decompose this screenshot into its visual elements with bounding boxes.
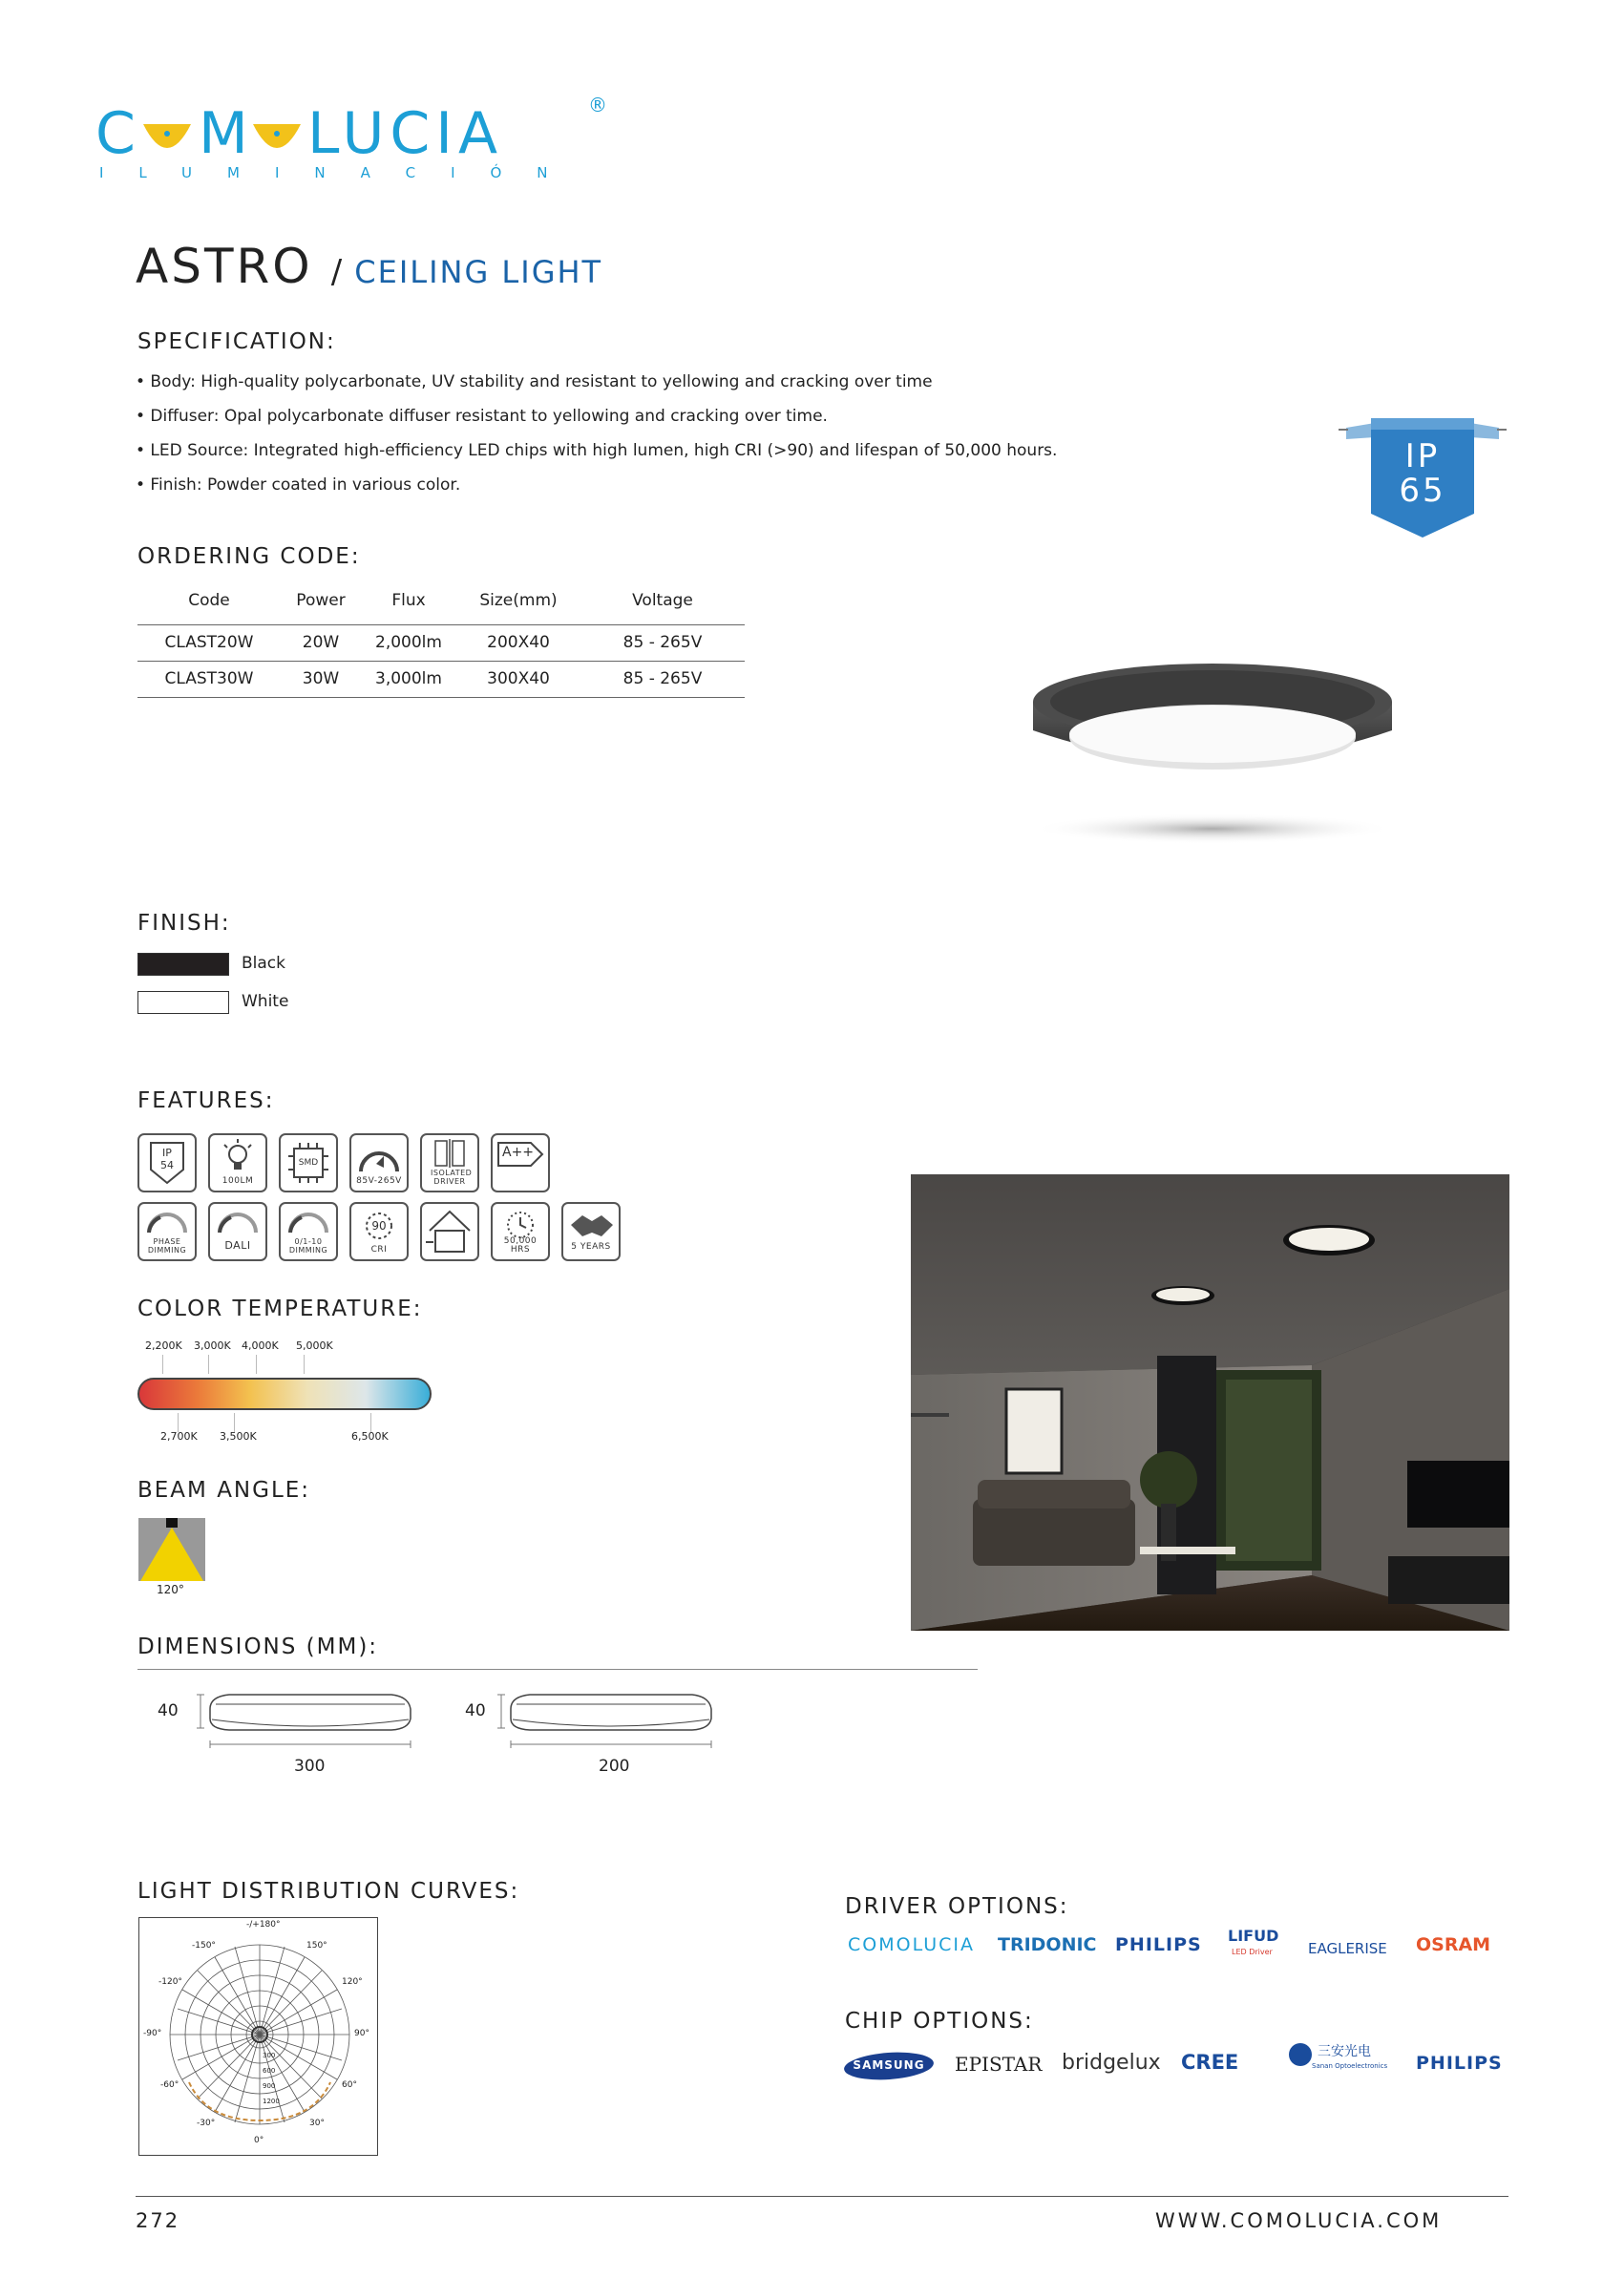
beam-icon (138, 1518, 205, 1581)
feature-label: 5 YEARS (571, 1242, 611, 1252)
ceiling-light-icon (1022, 649, 1403, 850)
cct-tick (370, 1413, 371, 1432)
polar-angle-label: -120° (158, 1977, 182, 1987)
ordering-heading: ORDERING CODE: (137, 544, 361, 569)
cct-tick (162, 1355, 163, 1374)
product-title (136, 239, 602, 294)
cell: 3,000lm (361, 661, 456, 697)
chip-brand-sanan-sub: Sanan Optoelectronics (1312, 2062, 1388, 2070)
feature-label: 100LM (221, 1176, 254, 1186)
footer-rule (136, 2196, 1508, 2197)
product-category: CEILING LIGHT (354, 254, 603, 290)
features-heading: FEATURES: (137, 1088, 275, 1113)
cct-label-bottom: 2,700K (160, 1430, 198, 1443)
polar-angle-label: -90° (143, 2029, 162, 2038)
cct-label-top: 3,000K (194, 1339, 231, 1352)
polar-angle-label: -/+180° (246, 1920, 281, 1930)
svg-text:C: C (95, 100, 141, 167)
driver-brand-eaglerise: EAGLERISE (1308, 1940, 1387, 1957)
profile-drawing-icon (153, 1685, 430, 1781)
dimming-0-10-icon (279, 1202, 338, 1261)
chip-options-heading: CHIP OPTIONS: (845, 2009, 1034, 2034)
cct-label-top: 2,200K (145, 1339, 182, 1352)
logo-subtitle: ILUMINACIÓN (99, 164, 583, 181)
voltage-icon (349, 1133, 409, 1192)
dimension-drawing-300 (153, 1685, 430, 1781)
feature-label: 50,000 HRS (503, 1236, 538, 1255)
cell: 85 - 265V (580, 624, 745, 661)
ip-badge-line1: IP (1404, 437, 1441, 475)
col-flux: Flux (391, 590, 426, 610)
driver-brand-philips: PHILIPS (1115, 1934, 1202, 1955)
spec-bullet: • Body: High-quality polycarbonate, UV stability and resistant to yellowing and cracking over time (136, 372, 933, 391)
finish-swatch-white (137, 991, 229, 1014)
col-size: Size(mm) (479, 590, 558, 610)
finish-label-black: Black (242, 954, 285, 973)
col-power: Power (296, 590, 346, 610)
dimension-width: 200 (599, 1757, 630, 1776)
cri-value: 90 (371, 1219, 387, 1233)
driver-brand-comolucia: COMOLUCIA (848, 1934, 975, 1955)
spec-bullet: • Diffuser: Opal polycarbonate diffuser resistant to yellowing and cracking over time. (136, 407, 828, 426)
dimension-height: 40 (158, 1701, 179, 1720)
driver-brand-lifud: LIFUD (1228, 1927, 1279, 1945)
svg-text:M: M (199, 100, 254, 167)
feature-label: DALI (224, 1239, 251, 1252)
driver-options-heading: DRIVER OPTIONS: (845, 1894, 1069, 1919)
beam-angle-graphic (138, 1518, 205, 1581)
ordering-table (137, 577, 745, 698)
dimension-width: 300 (294, 1757, 326, 1776)
ip-badge-line2: 65 (1399, 472, 1446, 510)
table-row (137, 624, 745, 661)
dimensions-rule (137, 1669, 978, 1670)
polar-angle-label: 30° (309, 2119, 325, 2128)
sanan-logo-icon (1289, 2043, 1312, 2066)
polar-angle-label: 60° (342, 2080, 357, 2090)
cell: 200X40 (456, 624, 580, 661)
cct-tick (256, 1355, 257, 1374)
cell: 300X40 (456, 661, 580, 697)
ip-badge (1337, 409, 1508, 542)
polar-angle-label: -150° (192, 1941, 216, 1951)
polar-radial-label: 1200 (263, 2098, 280, 2105)
footer-page-number: 272 (136, 2209, 180, 2232)
cell: 30W (281, 661, 361, 697)
polar-radial-label: 300 (263, 2052, 276, 2059)
dimensions-heading: DIMENSIONS (MM): (137, 1635, 379, 1659)
driver-brand-tridonic: TRIDONIC (998, 1934, 1097, 1955)
chip-brand-sanan: 三安光电 (1318, 2044, 1371, 2059)
dimension-height: 40 (465, 1701, 486, 1720)
chip-brand-cree: CREE (1181, 2051, 1239, 2074)
bulb-icon (208, 1133, 267, 1192)
logo-registered: ® (588, 94, 607, 116)
chip-brand-epistar: EPISTAR (955, 2053, 1043, 2076)
cri-icon (349, 1202, 409, 1261)
cct-label-bottom: 3,500K (220, 1430, 257, 1443)
col-voltage: Voltage (632, 590, 693, 610)
room-scene-icon (911, 1174, 1509, 1631)
feature-label: PHASE DIMMING (147, 1237, 187, 1255)
table-header-row (137, 577, 745, 624)
polar-angle-label: 150° (306, 1941, 327, 1951)
isolated-driver-icon (420, 1133, 479, 1192)
beam-angle-value: 120° (157, 1583, 184, 1596)
polar-angle-label: -30° (197, 2119, 216, 2128)
cell: CLAST30W (137, 661, 281, 697)
finish-label-white: White (242, 992, 289, 1011)
smd-chip-icon (279, 1133, 338, 1192)
polar-angle-label: 0° (254, 2136, 264, 2145)
indoor-icon (420, 1202, 479, 1261)
finish-swatch-black (137, 953, 229, 976)
dimension-drawing-200 (453, 1685, 730, 1781)
driver-brand-osram: OSRAM (1416, 1934, 1491, 1955)
cct-tick (208, 1355, 209, 1374)
room-photo (911, 1174, 1509, 1631)
finish-heading: FINISH: (137, 911, 231, 936)
beam-angle-heading: BEAM ANGLE: (137, 1478, 311, 1503)
polar-radial-label: 600 (263, 2067, 276, 2075)
feature-label: SMD (298, 1158, 319, 1168)
driver-brand-lifud-sub: LED Driver (1232, 1948, 1273, 1956)
polar-angle-label: 90° (354, 2029, 369, 2038)
feature-label: CRI (370, 1245, 388, 1255)
energy-class-icon (491, 1133, 550, 1192)
color-temperature-heading: COLOR TEMPERATURE: (137, 1297, 423, 1321)
dali-icon (208, 1202, 267, 1261)
profile-drawing-icon (453, 1685, 730, 1781)
product-name: ASTRO (136, 239, 313, 294)
feature-label: A++ (502, 1145, 535, 1160)
polar-chart (138, 1917, 378, 2156)
polar-grid-icon (139, 1918, 376, 2154)
polar-angle-label: -60° (160, 2080, 179, 2090)
col-code: Code (188, 590, 230, 610)
footer-url[interactable]: WWW.COMOLUCIA.COM (1155, 2209, 1443, 2232)
title-separator: / (330, 253, 343, 291)
warranty-icon (561, 1202, 621, 1261)
chip-brand-samsung: SAMSUNG (843, 2051, 935, 2081)
cell: 20W (281, 624, 361, 661)
cct-label-bottom: 6,500K (351, 1430, 389, 1443)
chip-brand-philips: PHILIPS (1416, 2053, 1503, 2074)
cct-tick (234, 1413, 235, 1432)
chip-brand-bridgelux: bridgelux (1062, 2051, 1161, 2075)
cct-label-top: 5,000K (296, 1339, 333, 1352)
polar-angle-label: 120° (342, 1977, 363, 1987)
feature-label: 0/1-10 DIMMING (288, 1237, 328, 1255)
cct-tick (178, 1413, 179, 1432)
svg-text:LUCIA: LUCIA (307, 100, 503, 167)
cell: 2,000lm (361, 624, 456, 661)
light-distribution-heading: LIGHT DISTRIBUTION CURVES: (137, 1879, 520, 1904)
cct-label-top: 4,000K (242, 1339, 279, 1352)
table-row (137, 661, 745, 697)
ip54-icon: IP 54 (137, 1133, 197, 1192)
spec-bullet: • LED Source: Integrated high-efficiency LED chips with high lumen, high CRI (>90) and lifespan of 50,000 hours. (136, 441, 1058, 460)
feature-label: ISOLATED DRIVER (431, 1169, 473, 1186)
product-image (1022, 649, 1403, 850)
brand-logo (95, 94, 607, 191)
feature-label: 85V-265V (356, 1176, 402, 1186)
cct-gradient-bar (137, 1378, 432, 1410)
cell: CLAST20W (137, 624, 281, 661)
cell: 85 - 265V (580, 661, 745, 697)
lifespan-icon (491, 1202, 550, 1261)
spec-bullet: • Finish: Powder coated in various color. (136, 475, 461, 495)
polar-radial-label: 900 (263, 2082, 276, 2090)
specification-heading: SPECIFICATION: (137, 329, 336, 354)
cct-tick (304, 1355, 305, 1374)
phase-dimming-icon (137, 1202, 197, 1261)
